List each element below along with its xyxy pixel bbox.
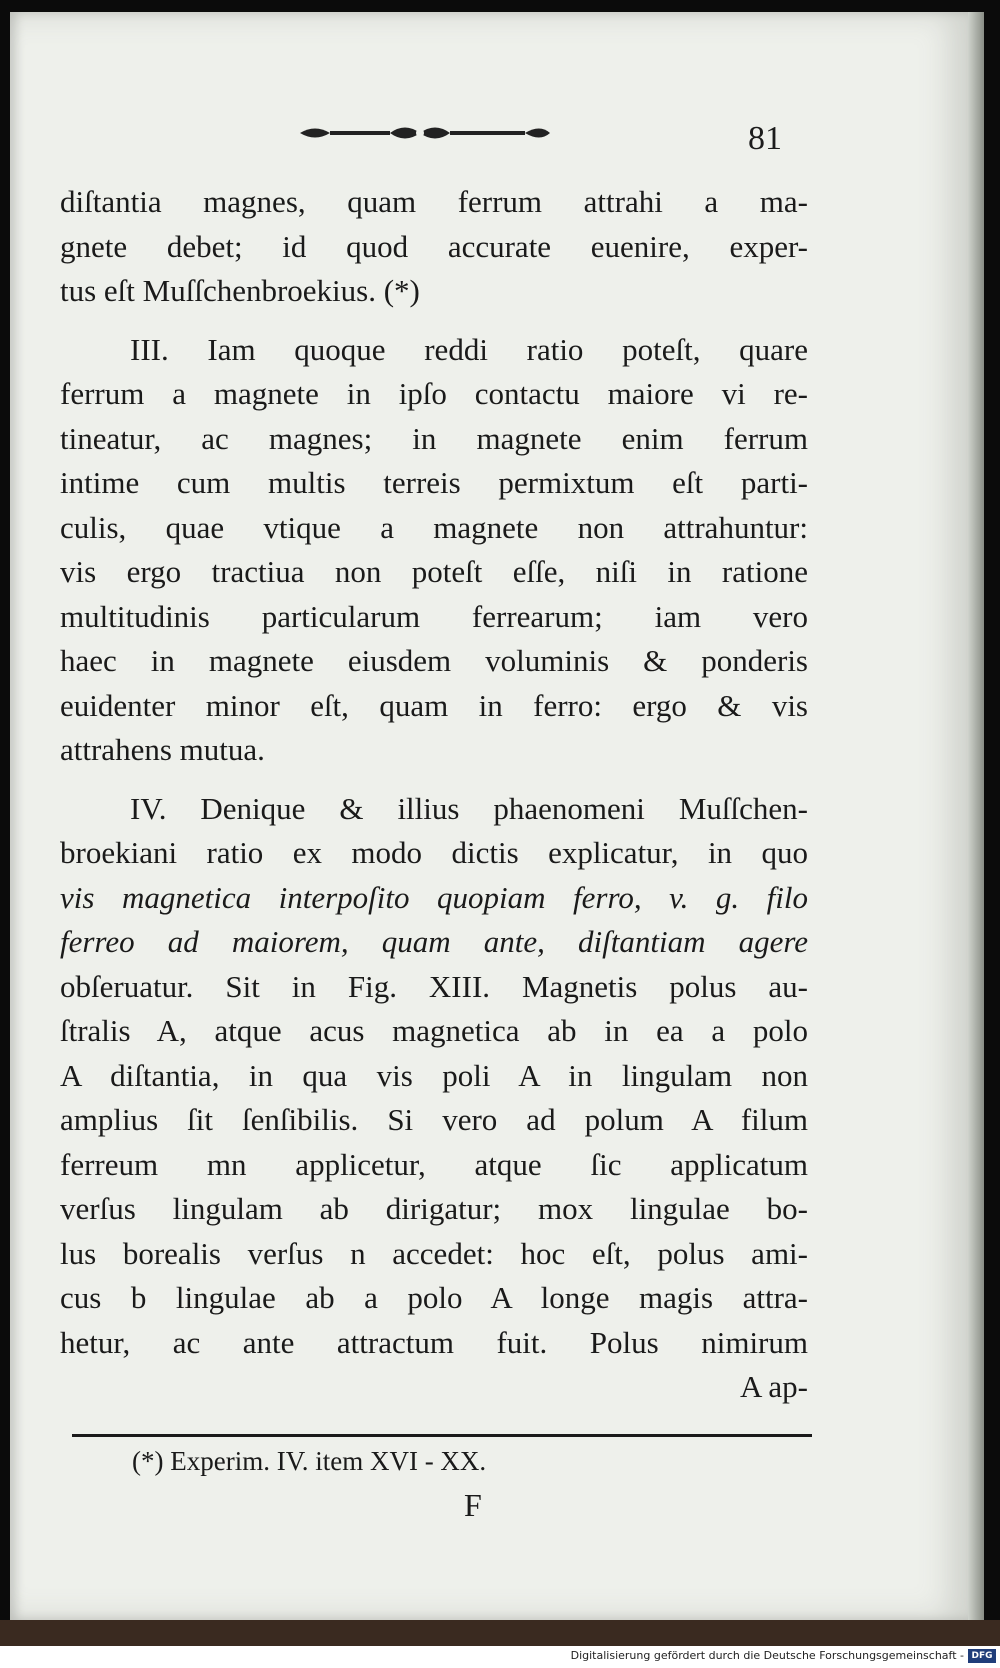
page-edge <box>968 12 984 1620</box>
text-line: diſtantia magnes, quam ferrum attrahi a ma- <box>60 184 808 219</box>
dfg-logo-icon: DFG <box>968 1649 996 1663</box>
text-line: ferreo ad maiorem, quam ante, diſtantiam agere <box>60 924 808 959</box>
book-page <box>10 12 968 1620</box>
text-line: III. Iam quoque reddi ratio poteſt, quare <box>130 331 808 367</box>
text-line: obſeruatur. Sit in Fig. XIII. Magnetis polus au- <box>60 968 808 1004</box>
book-edge <box>0 1620 1000 1646</box>
text-line: multitudinis particularum ferrearum; iam vero <box>60 598 808 634</box>
text-line: cus b lingulae ab a polo A longe magis attra- <box>60 1280 808 1315</box>
text-line: gnete debet; id quod accurate euenire, exper- <box>60 228 808 264</box>
text-line: tus eſt Muſſchenbroekius. (*) <box>60 273 420 308</box>
text-line: vis magnetica interpoſito quopiam ferro, v. g. filo <box>60 879 808 915</box>
footnote-rule <box>72 1434 812 1437</box>
footnote: (*) Experim. IV. item XVI - XX. <box>132 1446 487 1476</box>
text-line: hetur, ac ante attractum fuit. Polus nimirum <box>60 1324 808 1360</box>
text-line: tineatur, ac magnes; in magnete enim ferrum <box>60 420 808 456</box>
text-line: IV. Denique & illius phaenomeni Muſſchen- <box>130 790 808 826</box>
footer-bar <box>0 1646 1000 1668</box>
text-line: haec in magnete eiusdem voluminis & ponderis <box>60 643 808 678</box>
text-line: intime cum multis terreis permixtum eſt parti- <box>60 465 808 500</box>
text-line: culis, quae vtique a magnete non attrahuntur: <box>60 509 808 545</box>
text-line: lus borealis verſus n accedet: hoc eſt, polus ami- <box>60 1235 808 1271</box>
ornament-icon <box>295 122 555 144</box>
text-line: ſtralis A, atque acus magnetica ab in ea a polo <box>60 1013 808 1048</box>
signature-mark: F <box>464 1487 482 1523</box>
text-line: euidenter minor eſt, quam in ferro: ergo & vis <box>60 687 808 723</box>
text-line: ferrum a magnete in ipſo contactu maiore vi re- <box>60 376 808 411</box>
text-line: attrahens mutua. <box>60 732 265 767</box>
text-line: verſus lingulam ab dirigatur; mox lingulae bo- <box>60 1191 808 1226</box>
text-line: vis ergo tractiua non poteſt eſſe, niſi in ratione <box>60 554 808 589</box>
page-number: 81 <box>748 120 782 157</box>
footer-credit: Digitalisierung gefördert durch die Deutsche Forschungsgemeinschaft - <box>570 1649 964 1662</box>
body-text <box>60 180 808 1410</box>
catchword: A ap- <box>739 1369 808 1404</box>
text-line: ferreum mn applicetur, atque ſic applicatum <box>60 1146 808 1182</box>
text-line: amplius ſit ſenſibilis. Si vero ad polum A filum <box>60 1102 808 1137</box>
text-line: A diſtantia, in qua vis poli A in lingulam non <box>60 1057 808 1093</box>
text-line: broekiani ratio ex modo dictis explicatur, in quo <box>60 835 808 870</box>
